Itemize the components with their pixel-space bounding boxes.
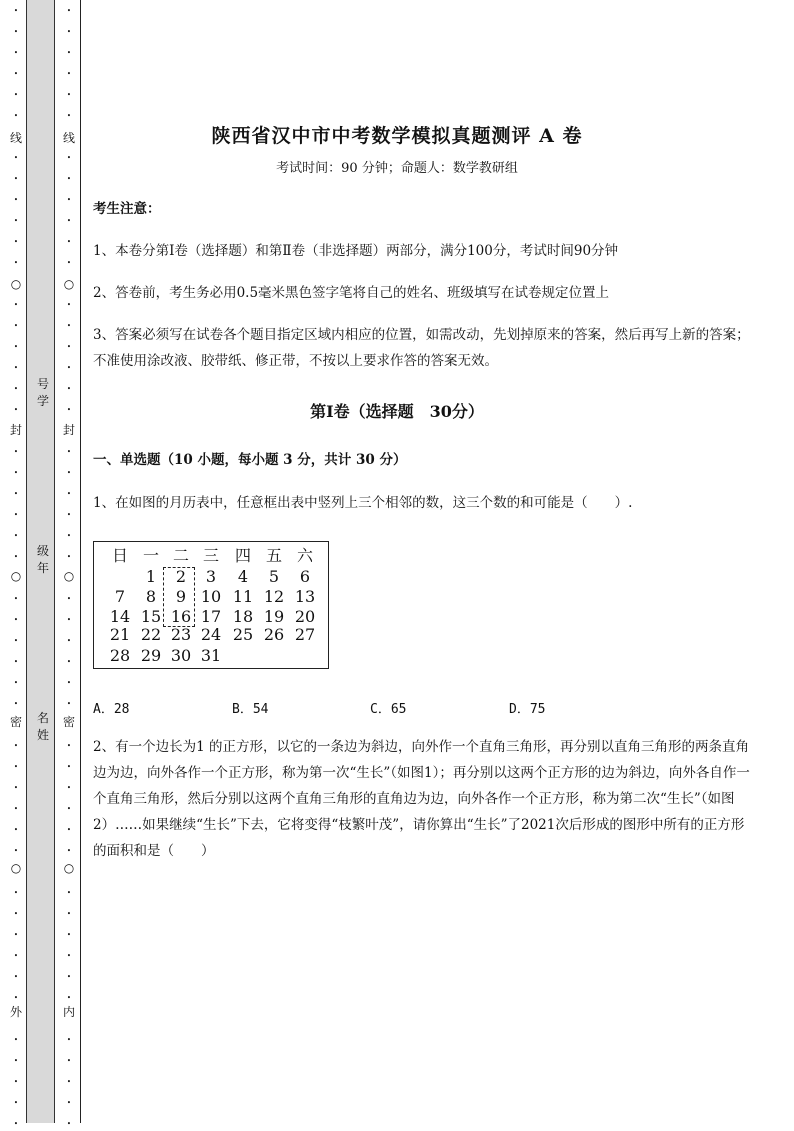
- margin-dot: •: [13, 469, 19, 477]
- margin-dot: •: [13, 1057, 19, 1065]
- margin-dot: •: [66, 259, 72, 267]
- margin-dot: •: [13, 826, 19, 834]
- margin-dot: •: [66, 175, 72, 183]
- margin-dot: •: [13, 385, 19, 393]
- margin-dot: •: [66, 763, 72, 771]
- margin-dot: •: [66, 532, 72, 540]
- margin-dot: •: [13, 763, 19, 771]
- margin-dot: •: [13, 784, 19, 792]
- margin-dot: •: [13, 322, 19, 330]
- margin-dot: •: [66, 1078, 72, 1086]
- margin-dot: •: [66, 28, 72, 36]
- margin-dot: •: [66, 973, 72, 981]
- calendar-row: [94, 625, 328, 645]
- notice-item-2: 2、答卷前，考生务必用0.5毫米黑色签字笔将自己的姓名、班级填写在试卷规定位置上: [93, 285, 610, 301]
- calendar-cell: 16: [170, 607, 192, 626]
- section-title: 第Ⅰ卷（选择题 30分）: [310, 402, 484, 421]
- margin-mark: 线: [10, 131, 23, 145]
- margin-dot: •: [13, 364, 19, 372]
- margin-dot: •: [13, 973, 19, 981]
- weekday-cell: 三: [202, 546, 219, 565]
- calendar-cell: 5: [268, 567, 280, 586]
- margin-dot: •: [66, 385, 72, 393]
- margin-dot: •: [13, 805, 19, 813]
- margin-dot: •: [13, 994, 19, 1002]
- margin-dot: •: [13, 49, 19, 57]
- calendar-cell: 30: [170, 646, 192, 665]
- margin-dot: •: [66, 364, 72, 372]
- margin-mark: 内: [63, 1005, 76, 1019]
- calendar-cell: 17: [200, 607, 222, 626]
- margin-dot: •: [13, 931, 19, 939]
- calendar-cell: 11: [232, 587, 254, 606]
- margin-dot: •: [13, 532, 19, 540]
- margin-dot: •: [13, 238, 19, 246]
- calendar-cell: 23: [170, 625, 192, 644]
- margin-dot: •: [66, 1057, 72, 1065]
- margin-dot: •: [66, 490, 72, 498]
- calendar-cell: 3: [205, 567, 217, 586]
- page-title: 陕西省汉中市中考数学模拟真题测评 A 卷: [211, 125, 583, 147]
- margin-dot: •: [13, 490, 19, 498]
- name-label: 名 姓: [36, 711, 49, 742]
- margin-dot: •: [13, 28, 19, 36]
- margin-dot: •: [13, 448, 19, 456]
- margin-dot: •: [13, 847, 19, 855]
- margin-dot: •: [66, 805, 72, 813]
- margin-dot: •: [13, 658, 19, 666]
- weekday-cell: 一: [142, 546, 159, 565]
- margin-mark: ○: [10, 277, 22, 291]
- margin-dot: •: [13, 112, 19, 120]
- calendar-cell: 29: [140, 646, 162, 665]
- margin-dot: •: [66, 679, 72, 687]
- calendar-row: [94, 587, 328, 607]
- calendar-cell: 24: [200, 625, 222, 644]
- calendar-cell: 13: [294, 587, 316, 606]
- calendar-row: [94, 607, 328, 627]
- margin-dot: •: [13, 511, 19, 519]
- margin-dot: •: [13, 7, 19, 15]
- margin-dot: •: [13, 637, 19, 645]
- weekday-cell: 日: [111, 546, 128, 565]
- margin-dot: •: [66, 511, 72, 519]
- margin-dot: •: [13, 1120, 19, 1128]
- margin-dot: •: [66, 448, 72, 456]
- question-1-stem: 1、在如图的月历表中，任意框出表中竖列上三个相邻的数，这三个数的和可能是（ ）.: [93, 495, 633, 511]
- choice-b: B．54: [232, 702, 269, 717]
- margin-mark: ○: [63, 277, 75, 291]
- margin-mark: 外: [10, 1005, 23, 1019]
- margin-dot: •: [66, 301, 72, 309]
- margin-dot: •: [66, 889, 72, 897]
- margin-mark: ○: [63, 861, 75, 875]
- calendar-table: [93, 541, 329, 669]
- margin-dot: •: [66, 1036, 72, 1044]
- margin-dot: •: [66, 553, 72, 561]
- calendar-cell: 15: [140, 607, 162, 626]
- margin-dot: •: [13, 154, 19, 162]
- calendar-cell: 7: [114, 587, 126, 606]
- margin-dot: •: [66, 784, 72, 792]
- margin-dot: •: [66, 826, 72, 834]
- calendar-cell: 12: [263, 587, 285, 606]
- margin-dot: •: [66, 343, 72, 351]
- calendar-cell: 28: [109, 646, 131, 665]
- part-heading: 一、单选题（10 小题，每小题 3 分，共计 30 分）: [93, 452, 407, 468]
- notice-item-3: 3、答案必须写在试卷各个题目指定区域内相应的位置，如需改动，先划掉原来的答案，然后再写上新的答案；不准使用涂改液、胶带纸、修正带，不按以上要求作答的答案无效。: [93, 327, 750, 369]
- calendar-row: [94, 646, 328, 666]
- margin-dot: •: [13, 1036, 19, 1044]
- margin-dot: •: [66, 70, 72, 78]
- margin-mark: 密: [10, 715, 23, 729]
- margin-mark: ○: [10, 569, 22, 583]
- weekday-cell: 五: [265, 546, 282, 565]
- margin-dot: •: [13, 910, 19, 918]
- calendar-cell: 8: [145, 587, 157, 606]
- calendar-cell: 21: [109, 625, 131, 644]
- margin-dot: •: [66, 112, 72, 120]
- notice-heading: 考生注意：: [93, 201, 161, 217]
- weekday-cell: 四: [234, 546, 251, 565]
- calendar-cell: 2: [175, 567, 187, 586]
- margin-dot: •: [66, 91, 72, 99]
- calendar-selection-box: [163, 567, 195, 627]
- calendar-cell: 14: [109, 607, 131, 626]
- margin-dot: •: [66, 1120, 72, 1128]
- margin-dot: •: [66, 238, 72, 246]
- calendar-cell: 26: [263, 625, 285, 644]
- margin-dot: •: [66, 658, 72, 666]
- exam-info: 考试时间：90 分钟；命题人：数学教研组: [276, 161, 518, 176]
- margin-dot: •: [13, 196, 19, 204]
- margin-dot: •: [66, 847, 72, 855]
- margin-dot: •: [66, 154, 72, 162]
- margin-dot: •: [13, 595, 19, 603]
- margin-dot: •: [13, 889, 19, 897]
- margin-dot: •: [66, 196, 72, 204]
- margin-dot: •: [66, 322, 72, 330]
- calendar-weekday-row: [94, 546, 328, 566]
- margin-mark: 封: [63, 423, 76, 437]
- margin-dot: •: [66, 7, 72, 15]
- margin-mark: 密: [63, 715, 76, 729]
- margin-dot: •: [66, 49, 72, 57]
- margin-mark: ○: [10, 861, 22, 875]
- margin-dot: •: [66, 952, 72, 960]
- margin-dot: •: [13, 742, 19, 750]
- calendar-cell: 19: [263, 607, 285, 626]
- calendar-cell: 20: [294, 607, 316, 626]
- margin-dot: •: [13, 952, 19, 960]
- calendar-cell: 22: [140, 625, 162, 644]
- margin-dot: •: [13, 1078, 19, 1086]
- student-id-label: 号 学: [36, 377, 49, 408]
- margin-mark: ○: [63, 569, 75, 583]
- margin-dot: •: [13, 343, 19, 351]
- calendar-cell: 4: [237, 567, 249, 586]
- margin-dot: •: [66, 742, 72, 750]
- margin-dot: •: [13, 175, 19, 183]
- calendar-cell: 6: [299, 567, 311, 586]
- calendar-cell: 31: [200, 646, 222, 665]
- calendar-cell: 9: [175, 587, 187, 606]
- margin-dot: •: [13, 616, 19, 624]
- margin-dot: •: [13, 1099, 19, 1107]
- choice-c: C．65: [370, 702, 407, 717]
- calendar-cell: 27: [294, 625, 316, 644]
- margin-dot: •: [13, 70, 19, 78]
- calendar-cell: 1: [145, 567, 157, 586]
- margin-dot: •: [66, 217, 72, 225]
- margin-dot: •: [13, 91, 19, 99]
- margin-dot: •: [66, 406, 72, 414]
- margin-dot: •: [13, 553, 19, 561]
- margin-dot: •: [13, 259, 19, 267]
- margin-dot: •: [66, 994, 72, 1002]
- margin-dot: •: [66, 910, 72, 918]
- calendar-cell: 18: [232, 607, 254, 626]
- question-2-stem: 2、有一个边长为1 的正方形，以它的一条边为斜边，向外作一个直角三角形，再分别以直角三角形的两条直角边为边，向外各作一个正方形，称为第一次“生长”（如图1）；再分别以这两个正方形的边为斜边，向外各自作一个直角三角形，然后分别以这两个直角三角形的直角边为边，向外各作一个正方形，称为第二次“生长”（如图2）……如果继续“生长”下去，它将变得“枝繁叶茂”，请你算出“生长”了2021次后形成的图形中所有的正方形的面积和是（ ）: [93, 739, 750, 859]
- margin-dot: •: [66, 637, 72, 645]
- margin-dot: •: [66, 469, 72, 477]
- margin-dot: •: [13, 679, 19, 687]
- class-label: 级 年: [36, 544, 49, 575]
- notice-item-1: 1、本卷分第Ⅰ卷（选择题）和第Ⅱ卷（非选择题）两部分，满分100分，考试时间90分钟: [93, 243, 619, 259]
- calendar-cell: 10: [200, 587, 222, 606]
- calendar-row: [94, 567, 328, 587]
- margin-dot: •: [13, 301, 19, 309]
- choice-a: A．28: [93, 702, 130, 717]
- weekday-cell: 二: [172, 546, 189, 565]
- margin-dot: •: [66, 931, 72, 939]
- margin-mark: 线: [63, 131, 76, 145]
- margin-dot: •: [66, 700, 72, 708]
- margin-dot: •: [13, 700, 19, 708]
- margin-dot: •: [66, 616, 72, 624]
- margin-mark: 封: [10, 423, 23, 437]
- margin-dot: •: [13, 406, 19, 414]
- margin-dot: •: [66, 1099, 72, 1107]
- margin-dot: •: [13, 217, 19, 225]
- weekday-cell: 六: [296, 546, 313, 565]
- margin-dot: •: [66, 595, 72, 603]
- calendar-cell: 25: [232, 625, 254, 644]
- choice-d: D．75: [509, 702, 546, 717]
